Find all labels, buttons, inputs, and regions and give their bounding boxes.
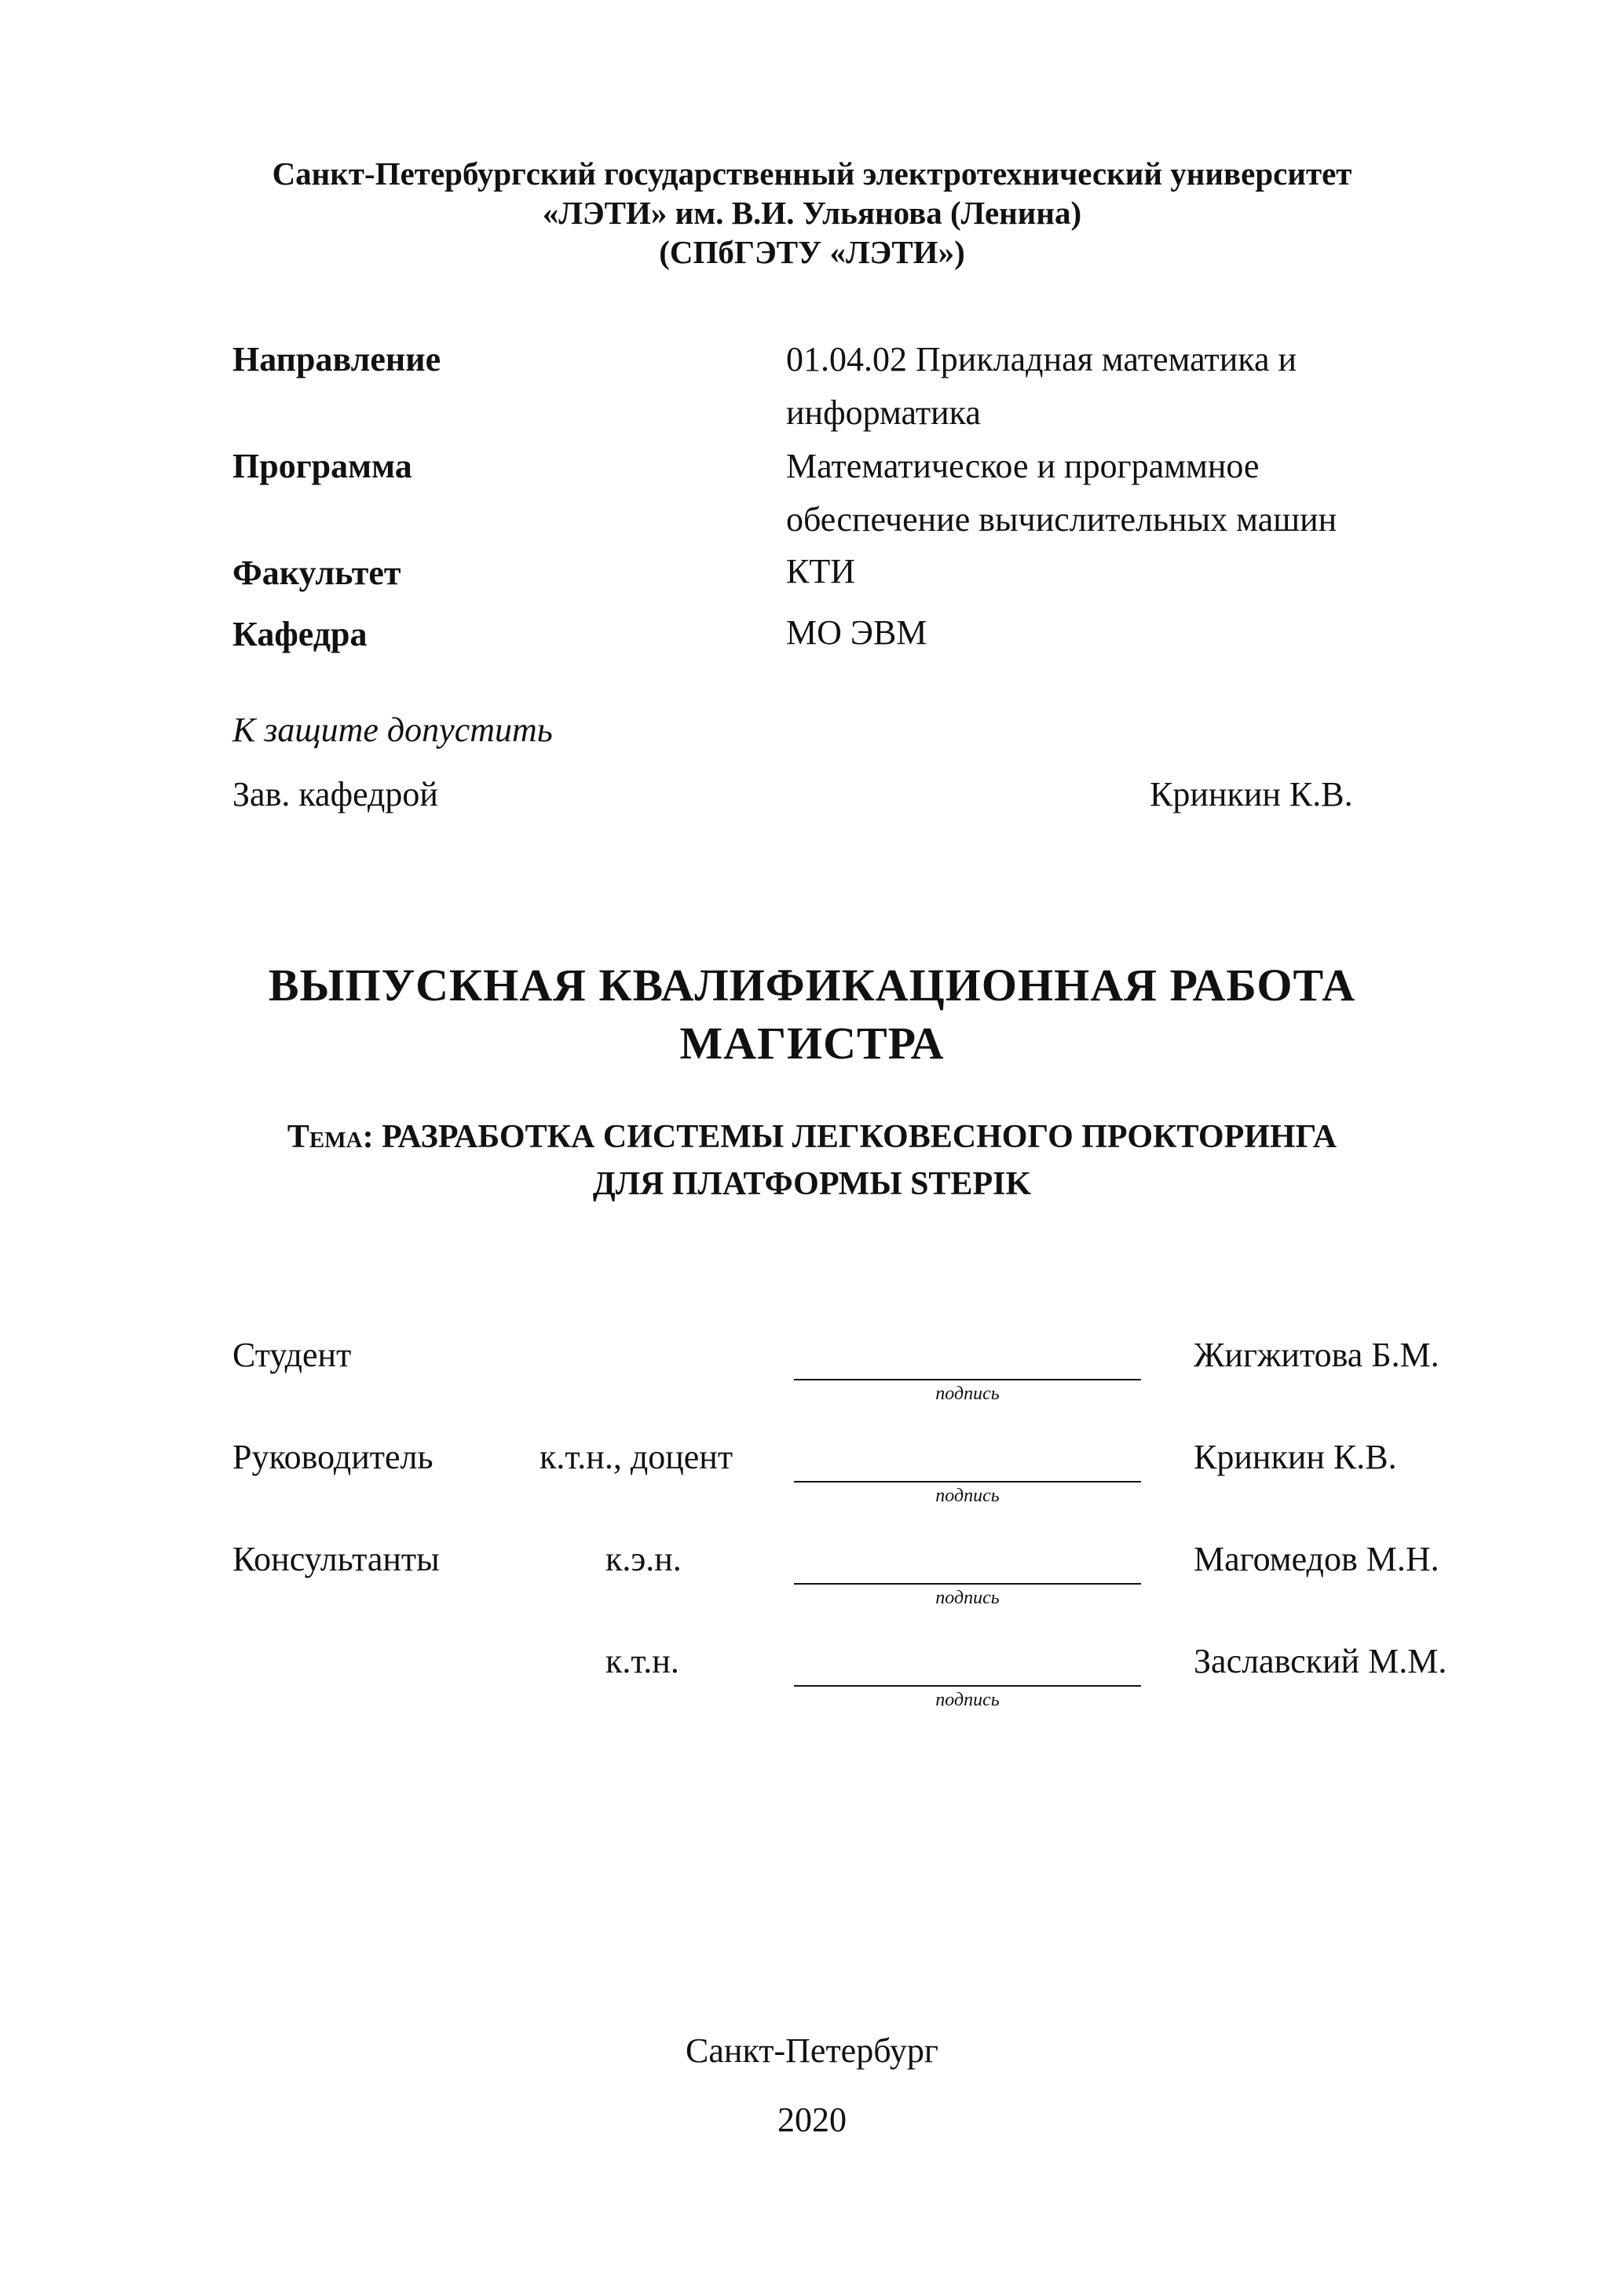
topic-text-line1: РАЗРАБОТКА СИСТЕМЫ ЛЕГКОВЕСНОГО ПРОКТОРИНГА	[382, 1119, 1337, 1155]
direction-value-line2: информатика	[786, 393, 981, 432]
program-value-line2: обеспечение вычислительных машин	[786, 500, 1337, 539]
thesis-topic-line1	[0, 1113, 1624, 1161]
program-label: Программа	[232, 447, 412, 485]
signature-hint: подпись	[935, 1384, 1000, 1404]
signature-hint: подпись	[935, 1486, 1000, 1506]
signature-line	[794, 1685, 1141, 1687]
signature-degree-consultant-2: к.т.н.	[605, 1642, 679, 1680]
signature-name-supervisor: Кринкин К.В.	[1194, 1438, 1397, 1476]
university-name: Санкт-Петербургский государственный электротехнический университет	[272, 155, 1352, 192]
signature-line	[794, 1379, 1141, 1380]
thesis-topic-line2: ДЛЯ ПЛАТФОРМЫ STEPIK	[592, 1166, 1032, 1202]
year: 2020	[777, 2100, 847, 2139]
direction-value	[786, 333, 1297, 440]
signature-name-consultant-2: Заславский М.М.	[1194, 1642, 1447, 1680]
signature-role-consultants: Консультанты	[232, 1540, 440, 1578]
university-short-name: «ЛЭТИ» им. В.И. Ульянова (Ленина)	[542, 195, 1082, 231]
department-head-name: Кринкин К.В.	[1150, 775, 1353, 813]
signature-hint: подпись	[935, 1588, 1000, 1608]
admission-note: К защите допустить	[232, 711, 553, 749]
direction-label: Направление	[232, 340, 441, 378]
department-head-label: Зав. кафедрой	[232, 775, 438, 813]
signature-role-supervisor: Руководитель	[232, 1438, 433, 1476]
university-abbreviation: (СПбГЭТУ «ЛЭТИ»)	[659, 234, 965, 270]
signature-role-student: Студент	[232, 1336, 352, 1374]
document-title-line2: МАГИСТРА	[679, 1018, 945, 1069]
signature-degree-supervisor: к.т.н., доцент	[540, 1438, 733, 1476]
faculty-value: КТИ	[786, 552, 855, 590]
department-value: МО ЭВМ	[786, 613, 927, 652]
document-title	[0, 956, 1624, 1073]
university-header	[0, 154, 1624, 272]
thesis-topic	[0, 1113, 1624, 1208]
department-label: Кафедра	[232, 615, 368, 653]
city: Санкт-Петербург	[686, 2031, 938, 2070]
signature-name-consultant-1: Магомедов М.Н.	[1194, 1540, 1439, 1578]
signature-hint: подпись	[935, 1690, 1000, 1710]
topic-prefix: Тема:	[287, 1119, 374, 1155]
signature-degree-consultant-1: к.э.н.	[605, 1540, 682, 1578]
direction-value-line1: 01.04.02 Прикладная математика и	[786, 340, 1297, 378]
document-title-line1: ВЫПУСКНАЯ КВАЛИФИКАЦИОННАЯ РАБОТА	[268, 960, 1356, 1011]
faculty-label: Факультет	[232, 554, 401, 592]
program-value	[786, 440, 1337, 547]
signature-name-student: Жигжитова Б.М.	[1194, 1336, 1439, 1374]
signature-line	[794, 1583, 1141, 1585]
program-value-line1: Математическое и программное	[786, 447, 1260, 485]
signature-line	[794, 1481, 1141, 1483]
